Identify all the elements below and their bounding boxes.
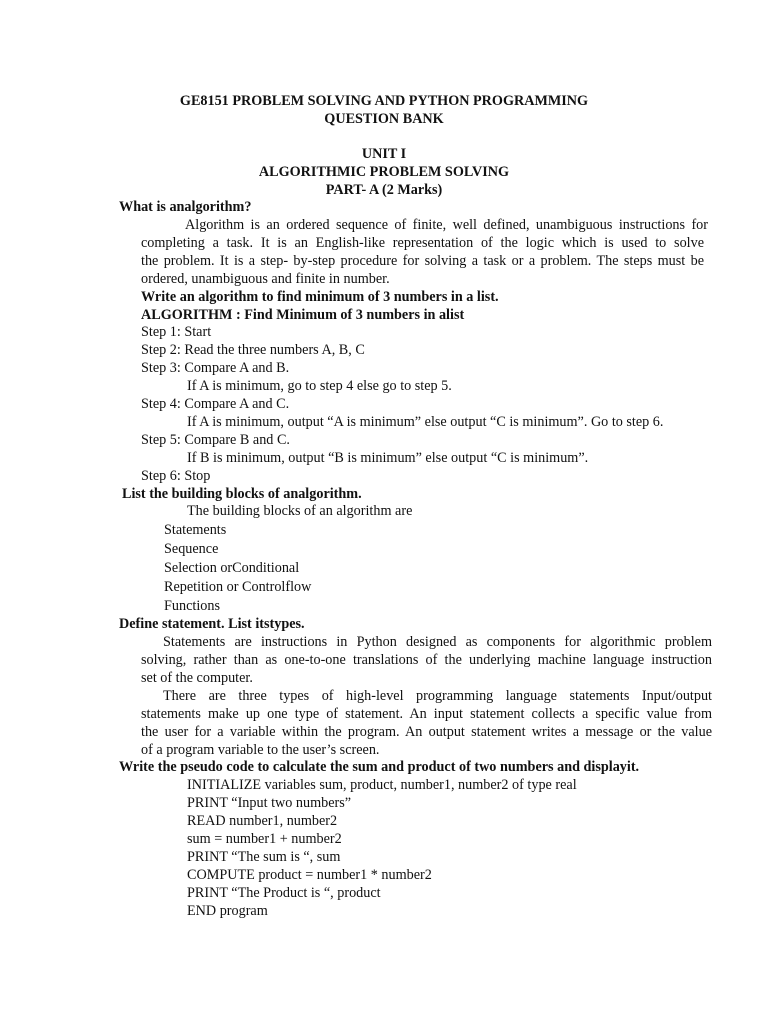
code-line: END program [187, 903, 268, 919]
code-line: INITIALIZE variables sum, product, number1, number2 of type real [187, 777, 577, 793]
answer-1-line-2: completing a task. It is an English-like representation of the logic which is used to solve [141, 235, 704, 251]
list-item: Sequence [164, 541, 219, 557]
step-4-detail: If A is minimum, output “A is minimum” else output “C is minimum”. Go to step 6. [187, 414, 664, 430]
code-line: PRINT “The sum is “, sum [187, 849, 341, 865]
building-blocks-intro: The building blocks of an algorithm are [187, 503, 413, 519]
question-4: Define statement. List itstypes. [119, 616, 305, 632]
step-3: Step 3: Compare A and B. [141, 360, 290, 376]
code-line: PRINT “The Product is “, product [187, 885, 381, 901]
unit-title: ALGORITHMIC PROBLEM SOLVING [258, 164, 510, 180]
answer-4-p2-line-3: the user for a variable within the program. An output statement writes a message or the value [141, 724, 712, 740]
step-5-detail: If B is minimum, output “B is minimum” else output “C is minimum”. [187, 450, 589, 466]
answer-1-line-4: ordered, unambiguous and finite in number. [141, 271, 390, 287]
answer-4-p2-line-1: There are three types of high-level programming language statements Input/output [163, 688, 712, 704]
step-1: Step 1: Start [141, 324, 212, 340]
answer-4-p1-line-1: Statements are instructions in Python designed as components for algorithmic problem [163, 634, 712, 650]
question-5: Write the pseudo code to calculate the sum and product of two numbers and displayit. [119, 759, 640, 775]
code-line: PRINT “Input two numbers” [187, 795, 352, 811]
list-item: Functions [164, 598, 220, 614]
list-item: Statements [164, 522, 227, 538]
answer-4-p1-line-2: solving, rather than as one-to-one translations of the underlying machine language instruction [141, 652, 712, 668]
code-line: sum = number1 + number2 [187, 831, 342, 847]
answer-4-p2-line-4: of a program variable to the user’s screen. [141, 742, 380, 758]
code-line: READ number1, number2 [187, 813, 338, 829]
question-2: Write an algorithm to find minimum of 3 numbers in a list. [141, 289, 499, 305]
course-title: GE8151 PROBLEM SOLVING AND PYTHON PROGRAMMING [179, 93, 589, 109]
step-3-detail: If A is minimum, go to step 4 else go to step 5. [187, 378, 452, 394]
question-3: List the building blocks of analgorithm. [122, 486, 362, 502]
question-1: What is analgorithm? [119, 199, 252, 215]
algorithm-heading: ALGORITHM : Find Minimum of 3 numbers in alist [141, 307, 465, 323]
code-line: COMPUTE product = number1 * number2 [187, 867, 432, 883]
step-6: Step 6: Stop [141, 468, 211, 484]
step-5: Step 5: Compare B and C. [141, 432, 290, 448]
unit-label: UNIT I [361, 146, 407, 162]
list-item: Repetition or Controlflow [164, 579, 312, 595]
part-label: PART- A (2 Marks) [325, 182, 443, 198]
step-4: Step 4: Compare A and C. [141, 396, 290, 412]
answer-1-line-1: Algorithm is an ordered sequence of finite, well defined, unambiguous instructions for [185, 217, 708, 233]
question-bank-title: QUESTION BANK [324, 111, 444, 127]
step-2: Step 2: Read the three numbers A, B, C [141, 342, 365, 358]
list-item: Selection orConditional [164, 560, 300, 576]
answer-4-p2-line-2: statements make up one type of statement. An input statement collects a specific value from [141, 706, 712, 722]
answer-1-line-3: the problem. It is a step- by-step procedure for solving a task or a problem. The steps must be [141, 253, 704, 269]
answer-4-p1-line-3: set of the computer. [141, 670, 253, 686]
